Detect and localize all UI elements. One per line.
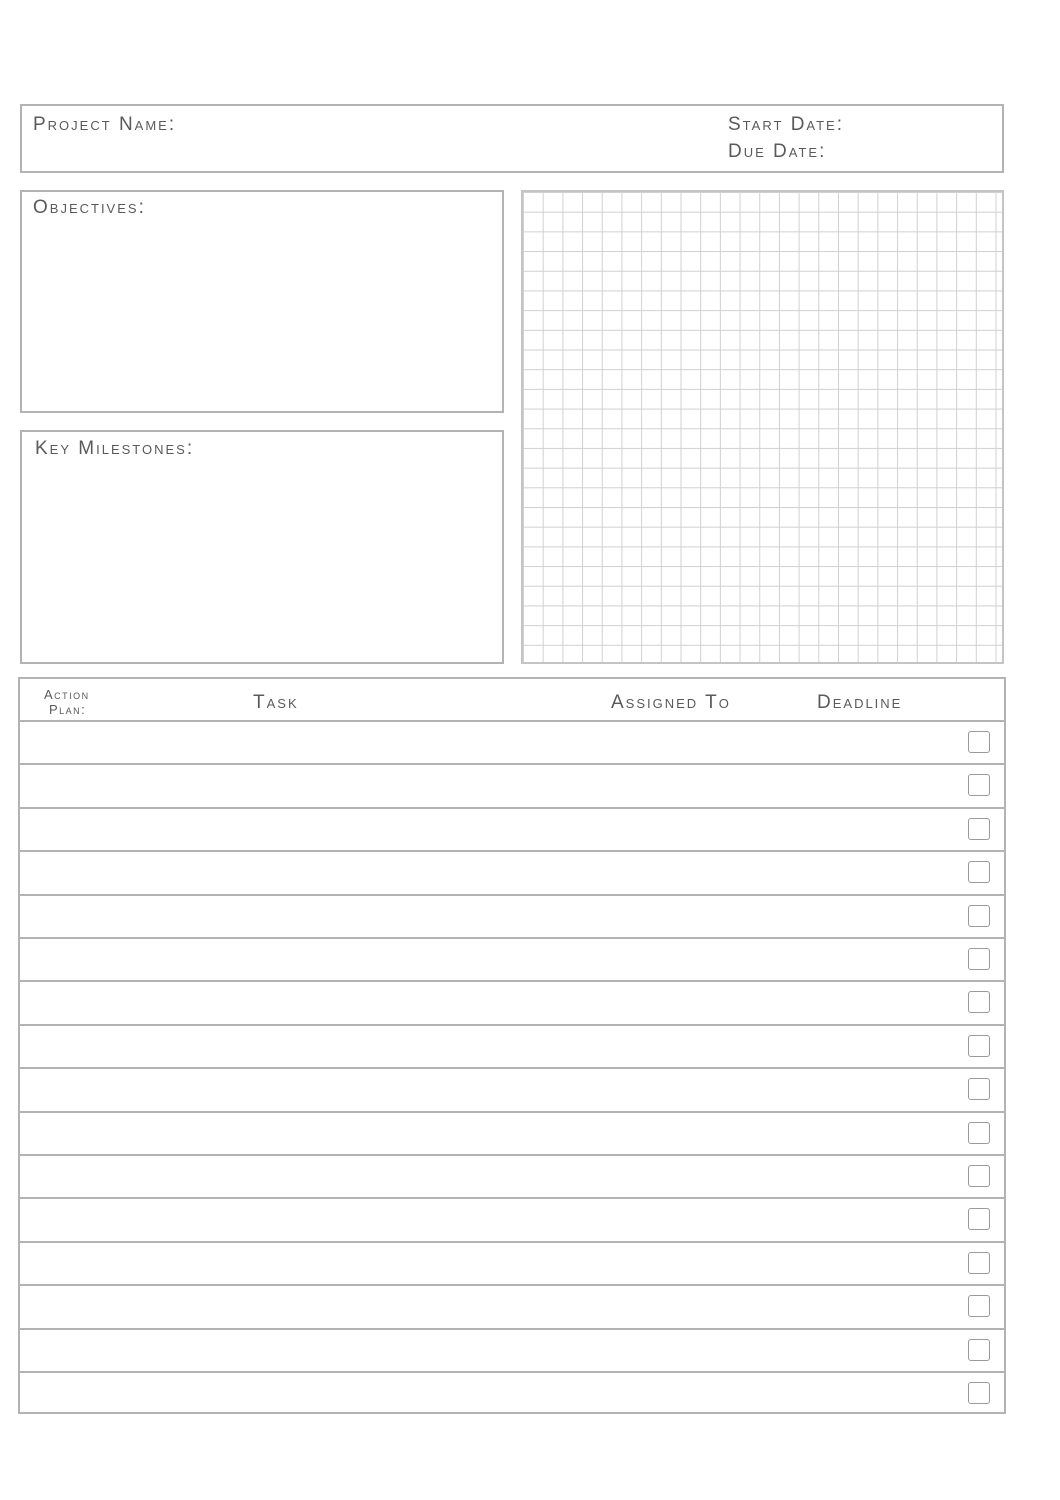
action-plan-label-line1: Action	[44, 687, 90, 702]
checkbox-icon[interactable]	[968, 818, 990, 840]
table-row[interactable]	[20, 1156, 1004, 1199]
table-row[interactable]	[20, 1026, 1004, 1069]
table-row[interactable]	[20, 809, 1004, 852]
action-plan-label-line2: Plan:	[49, 702, 87, 717]
checkbox-icon[interactable]	[968, 861, 990, 883]
checkbox-icon[interactable]	[968, 1035, 990, 1057]
objectives-label: Objectives:	[33, 197, 146, 218]
checkbox-icon[interactable]	[968, 774, 990, 796]
checkbox-icon[interactable]	[968, 1078, 990, 1100]
checkbox-icon[interactable]	[968, 1122, 990, 1144]
project-name-label: Project Name:	[33, 114, 177, 135]
objectives-box[interactable]	[20, 190, 504, 413]
table-row[interactable]	[20, 765, 1004, 808]
checkbox-icon[interactable]	[968, 1208, 990, 1230]
checkbox-icon[interactable]	[968, 991, 990, 1013]
table-row[interactable]	[20, 1199, 1004, 1242]
action-plan-table	[18, 677, 1006, 1414]
table-row[interactable]	[20, 852, 1004, 895]
checkbox-icon[interactable]	[968, 948, 990, 970]
checkbox-icon[interactable]	[968, 1252, 990, 1274]
checkbox-icon[interactable]	[968, 1295, 990, 1317]
table-row[interactable]	[20, 722, 1004, 765]
checkbox-icon[interactable]	[968, 1339, 990, 1361]
key-milestones-box[interactable]	[20, 430, 504, 664]
table-row[interactable]	[20, 896, 1004, 939]
table-row[interactable]	[20, 1373, 1004, 1416]
table-row[interactable]	[20, 1286, 1004, 1329]
checkbox-icon[interactable]	[968, 1165, 990, 1187]
checkbox-icon[interactable]	[968, 731, 990, 753]
table-row[interactable]	[20, 1113, 1004, 1156]
table-row[interactable]	[20, 939, 1004, 982]
table-row[interactable]	[20, 1069, 1004, 1112]
table-row[interactable]	[20, 982, 1004, 1025]
task-column-header: Task	[253, 692, 299, 713]
due-date-label: Due Date:	[728, 141, 827, 162]
grid-notes-area[interactable]	[521, 190, 1004, 664]
checkbox-icon[interactable]	[968, 1382, 990, 1404]
key-milestones-label: Key Milestones:	[35, 438, 195, 459]
checkbox-icon[interactable]	[968, 905, 990, 927]
table-row[interactable]	[20, 1330, 1004, 1373]
action-plan-header	[20, 679, 1004, 722]
deadline-column-header: Deadline	[817, 692, 903, 713]
project-header-box	[20, 104, 1004, 173]
start-date-label: Start Date:	[728, 114, 845, 135]
assigned-to-column-header: Assigned To	[611, 692, 731, 713]
table-row[interactable]	[20, 1243, 1004, 1286]
